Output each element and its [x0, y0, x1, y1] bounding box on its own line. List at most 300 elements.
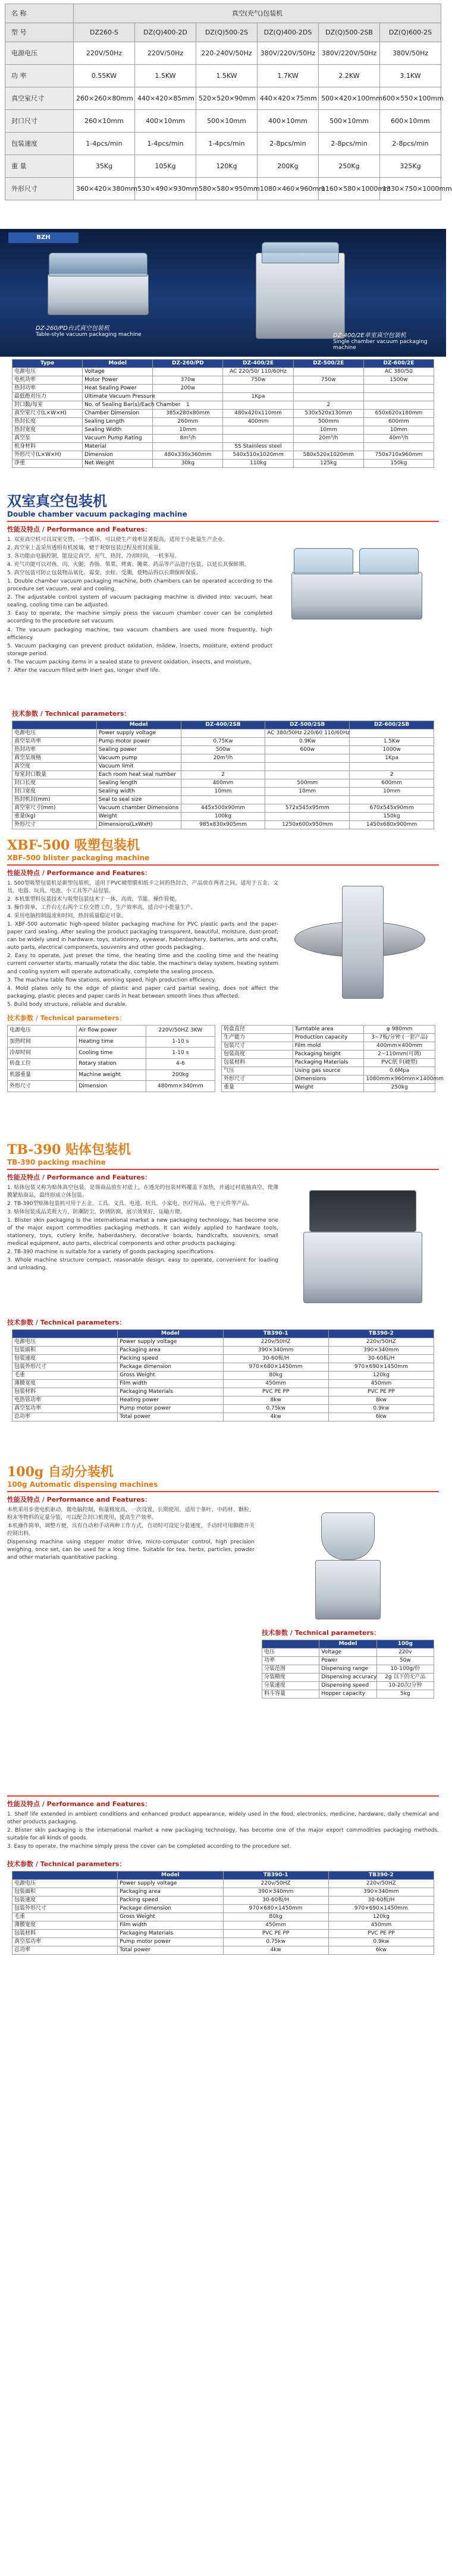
machine-base — [303, 1232, 422, 1303]
table-cell: 380V/50Hz — [380, 42, 441, 65]
xbf-machine-image — [285, 880, 434, 1011]
spec-cell: 220v — [376, 1649, 434, 1657]
table-cell: DZ(Q)500-2SB — [319, 23, 380, 42]
spec-row — [222, 1075, 435, 1084]
table-header-label: 名 称 — [5, 4, 74, 23]
banner-left-caption: DZ-260/PD台式真空包装机 — [36, 325, 109, 332]
paragraph: 4. Mold plates only to the edge of plastic and paper card partial sealing, does not affect the packaging, plastic pieces and paper cards in heat between smooth lines thus affected. — [7, 985, 278, 999]
paragraph: 2. TB-390 machine is suitable for a variety of goods packaging specifications. — [7, 1249, 215, 1256]
spec-cell: Dispensing speed — [319, 1682, 376, 1690]
table-cell: 200Kg — [258, 155, 319, 178]
spec-cell: 10mm — [153, 426, 223, 435]
table-cell: 260×260×80mm — [74, 87, 135, 110]
spec-cell: 8kw — [223, 1396, 328, 1405]
spec-row — [12, 1396, 434, 1405]
last-tech-heading: 技术参数 / Technical parameters： — [7, 1860, 126, 1869]
spec-cell: 1000w — [350, 746, 434, 754]
spec-row — [12, 1930, 434, 1938]
spec-cell: AC 220/50/ 110/60Hz — [223, 368, 293, 376]
spec-cell: 500mm — [293, 418, 363, 426]
spec-cell: 970×680×1450mm — [223, 1363, 328, 1372]
paragraph: 1. XBF-500 automatic high-speed blister packaging machine for PVC plastic parts and the paper-paper card sealing. After sealing the product packaging transparent, beautiful, moisture, dust-proof; can be widely used in hardware, toys, stationery, eyewear, haberdashery, batteries, arts and crafts, auto parts, electrical components, souvenirs and other goods packaging. — [7, 921, 278, 951]
spec-cell: 包装外形尺寸 — [12, 1363, 118, 1372]
table-cell: 1-4pcs/min — [74, 133, 135, 155]
spec-cell — [153, 368, 223, 376]
spec-row — [262, 1674, 434, 1682]
row-label: 功 率 — [5, 65, 74, 87]
spec-row — [12, 821, 434, 829]
hopper — [321, 1512, 375, 1560]
spec-row — [262, 1682, 434, 1690]
table-cell: 500×420×100mm — [319, 87, 380, 110]
spec-header-cell — [12, 1872, 118, 1880]
double-spec-section — [0, 706, 446, 831]
spec-cell: 外形尺寸 — [12, 821, 97, 829]
spec-cell: Pump motor power — [118, 1938, 223, 1946]
spec-cell: 最低绝对压力 — [12, 393, 83, 401]
table-cell: 35Kg — [74, 155, 135, 178]
spec-cell: Package dimension — [118, 1363, 223, 1372]
paragraph: 4. The vacuum packaging machine, two vacuum chambers are used more frequently, high efficiency. — [7, 627, 272, 641]
spec-row — [12, 1905, 434, 1913]
table-cell: DZ(Q)500-2S — [196, 23, 258, 42]
spec-cell: 0.6Mpa — [364, 1067, 435, 1075]
spec-header-cell: DZ-600/2E — [363, 360, 434, 368]
spec-cell: PVC PE PP — [223, 1388, 328, 1396]
table-vacuum-machine-image — [48, 273, 149, 315]
table-cell: 1330×750×1000mm — [380, 178, 441, 200]
spec-cell: 500w — [181, 746, 265, 754]
spec-header-cell: Model — [83, 360, 153, 368]
paragraph: 2. Easy to operate, just preset the time, the heating time and the cooling time and the heating current converter starts, manually rotate the disc table, the machine's delay system, heating system and cooling system will operate automatically, complete the sealing process. — [7, 953, 278, 975]
spec-row — [12, 1405, 434, 1413]
spec-cell — [363, 385, 434, 393]
spec-row — [12, 1896, 434, 1905]
spec-cell: 150kg — [350, 813, 434, 821]
spec-row — [12, 1913, 434, 1921]
spec-cell: 480x330x360mm — [153, 451, 223, 460]
xbf-tech-heading: 技术参数 / Technical parameters： — [7, 1014, 126, 1022]
spec-cell: 电源电压 — [12, 729, 97, 738]
table-cell: 500×10mm — [319, 110, 380, 133]
spec-row — [8, 1026, 215, 1037]
machine-body — [291, 572, 422, 619]
spec-header-cell: TB390-1 — [223, 1872, 328, 1880]
paragraph: 1. 双室真空机可以双室交替，一个循环，可以使生产效率显著提高，适用于小批量生产企业。 — [7, 537, 228, 543]
spec-cell: Voltage — [319, 1649, 376, 1657]
spec-cell: AC 380/50 — [363, 368, 434, 376]
spec-cell: Sealing width — [96, 788, 181, 796]
tb390-spec-table — [12, 1329, 434, 1421]
spec-cell: 220v/50HZ — [223, 1880, 328, 1888]
spec-cell: 重量(kg) — [12, 813, 97, 821]
disp-spec-table — [262, 1640, 434, 1699]
spec-cell: 真空泵功率 — [12, 1405, 118, 1413]
spec-cell: 1 — [153, 401, 223, 410]
spec-cell: Packaging area — [118, 1347, 223, 1355]
spec-cell — [293, 385, 363, 393]
table-cell: 1-4pcs/min — [196, 133, 258, 155]
spec-cell: 600w — [265, 746, 350, 754]
spec-cell: 650x620x180mm — [363, 410, 434, 418]
spec-cell: Power supply voltage — [118, 1338, 223, 1347]
table-cell: 580×580×950mm — [196, 178, 258, 200]
table-cell: DZ(Q)600-2S — [380, 23, 441, 42]
spec-header-cell — [262, 1640, 319, 1649]
spec-cell: 1080mm×960mm×1400mm — [364, 1075, 435, 1084]
double-perf-heading: 性能及特点 / Performance and Features： — [7, 526, 152, 533]
spec-cell: 8kw — [328, 1396, 434, 1405]
spec-cell: 1.5Kw — [350, 738, 434, 746]
spec-cell: 2~110mm(可调) — [364, 1050, 435, 1059]
spec-cell: 包装速度 — [12, 1355, 118, 1363]
spec-cell: 2 — [293, 401, 363, 410]
spec-row — [12, 426, 434, 435]
spec-cell: 750x710x960mm — [363, 451, 434, 460]
spec-cell: 真空泵功率 — [12, 738, 97, 746]
spec-cell: 功率 — [262, 1657, 319, 1665]
spec-cell: Vacuum chamber Dimensions — [96, 804, 181, 813]
spec-cell — [363, 401, 434, 410]
spec-row — [12, 1388, 434, 1396]
spec-cell: 220V/50HZ 3KW — [146, 1026, 215, 1037]
table-cell: DZ(Q)400-2D — [135, 23, 196, 42]
banner-left-caption-en: Table-style vacuum packaging machine — [36, 332, 142, 338]
spec-cell: 净重 — [12, 460, 83, 468]
table-cell: 520×520×90mm — [196, 87, 258, 110]
spec-cell: Total power — [118, 1946, 223, 1955]
spec-cell: 电源电压 — [12, 1338, 118, 1347]
spec-row — [12, 1888, 434, 1896]
spec-cell: 985x830x905mm — [181, 821, 265, 829]
spec-row — [12, 763, 434, 771]
spec-cell: 外形尺寸 — [222, 1075, 293, 1084]
paragraph: 4. 充气功能可以对鱼、肉、火腿、香肠、果菜、烤禽、腌菜、药品等产品进行包装，以延长其保鲜期。 — [7, 562, 250, 568]
spec-cell: 热封长度 — [12, 418, 83, 426]
spec-cell: 970×690×1450mm — [328, 1363, 434, 1372]
tb390-perf-text — [0, 1184, 285, 1315]
last-perf-heading: 性能及特点 / Performance and Features： — [7, 1800, 152, 1808]
spec-cell: 970×690×1450mm — [328, 1905, 434, 1913]
spec-cell: 包装尺寸 — [222, 1042, 293, 1050]
xbf-title-band — [0, 831, 446, 854]
spec-row — [12, 401, 434, 410]
spec-row — [8, 1081, 215, 1092]
paragraph: 1. Double chamber vacuum packaging machine, both chambers can be operated according to the procedure set vacuum, seal and cooling. — [7, 578, 272, 593]
spec-cell: 0.75Kw — [181, 738, 265, 746]
spec-cell: 120kg — [328, 1372, 434, 1380]
row-label: 包装速度 — [5, 133, 74, 155]
spec-row — [12, 376, 434, 385]
spec-cell — [223, 401, 293, 410]
spec-cell: 10-20次/分钟 — [376, 1682, 434, 1690]
spec-cell: 530x520x130mm — [293, 410, 363, 418]
spec-cell: 封口长度 — [12, 779, 97, 788]
disp-title-band — [0, 1451, 446, 1480]
spec-row — [12, 1355, 434, 1363]
spec-cell: 20m³/h — [181, 754, 265, 763]
paragraph: 3. 操作简单，工作台左右两个工位交替工作，生产效率高，适合中小批量生产。 — [7, 905, 196, 911]
spec-row — [12, 1380, 434, 1388]
spec-cell: 真空泵 — [12, 435, 83, 443]
tb390-tech-heading: 技术参数 / Technical parameters： — [7, 1319, 126, 1326]
table-cell: 380V/220V/50Hz — [258, 42, 319, 65]
spec-cell: Rotary station — [77, 1058, 146, 1070]
table-cell: 400×10mm — [135, 110, 196, 133]
spec-table-1 — [12, 359, 434, 468]
spec-cell: Production capacity — [293, 1034, 364, 1042]
spec-cell: 4kw — [223, 1413, 328, 1421]
table-cell: 2-8pcs/min — [319, 133, 380, 155]
spec-header-cell: DZ-500/2SB — [265, 721, 350, 729]
spec-cell: 3~7板/分钟 (一套产品) — [364, 1034, 435, 1042]
spec-row — [12, 1372, 434, 1380]
spec-cell: 80kg — [223, 1913, 328, 1921]
spec-cell: Packing speed — [118, 1896, 223, 1905]
tb390-machine-image — [285, 1184, 434, 1315]
spec-cell: Packing speed — [118, 1355, 223, 1363]
table-header-title: 真空(充气)包装机 — [74, 4, 441, 23]
spec-cell: Dispensing range — [319, 1665, 376, 1674]
spec-cell: 外形尺寸(L×W×H) — [12, 451, 83, 460]
spec-cell: Dimensions — [293, 1075, 364, 1084]
spec-row — [8, 1036, 215, 1048]
double-spec-table — [12, 721, 434, 829]
spec-cell: 750w — [223, 376, 293, 385]
disp-perf-heading: 性能及特点 / Performance and Features： — [7, 1496, 152, 1504]
spec-cell: Sealing length — [96, 779, 181, 788]
spec-cell: 600mm — [350, 779, 434, 788]
spec-cell: Net Weight — [83, 460, 153, 468]
spec-cell: 1-10 s — [146, 1036, 215, 1048]
spec-cell: 390×340mm — [223, 1888, 328, 1896]
spec-cell: Turntable area — [293, 1026, 364, 1034]
paragraph: 4. 采用电脑控制温度和时间，热封质量稳定可靠。 — [7, 913, 127, 920]
spec-cell: 400mm×400mm — [364, 1042, 435, 1050]
paragraph: 2. Blister skin packaging is the international market a new packaging technology, has become one of the major export commodities packaging methods, suitable for all kinds of goods. — [7, 1828, 439, 1842]
paragraph: 2. The adjustable control system of vacuum packaging machine is divided into: vacuum, heat sealing, cooling time can be adjusted. — [7, 595, 272, 609]
spec-cell: 480x420x110mm — [223, 410, 293, 418]
spec-row — [12, 410, 434, 418]
spec-cell: No. of Sealing Bar(s)/Each Chamber — [83, 401, 153, 410]
spec-cell: Dimension — [83, 451, 153, 460]
spec-cell: 封口数/每室 — [12, 401, 83, 410]
table-row — [5, 110, 441, 133]
spec-cell: Weight — [293, 1084, 364, 1092]
spec-cell: 总功率 — [12, 1946, 118, 1955]
spec-cell: 5kg — [376, 1690, 434, 1699]
spec-header-cell: DZ-400/2SB — [181, 721, 265, 729]
spec-cell: 600mm — [363, 418, 434, 426]
paragraph: 1. 贴体包装又称为贴体真空包装，是将商品放在衬底上，在透光的包装材料覆盖下加热，并通过衬底抽真空，使薄膜紧贴商品，最终形成立体包装。 — [7, 1185, 278, 1199]
spec-cell: 500mm — [265, 779, 350, 788]
paragraph: 本机操作简单，调整方便，具有自动和手动两种工作方式，自动时可设定分装速度，手动时可用脚踏开关控制出料。 — [7, 1523, 255, 1537]
spec-cell: 电热管功率 — [12, 1396, 118, 1405]
spec-cell: 100kg — [181, 813, 265, 821]
spec-cell: 572x545x95mm — [265, 804, 350, 813]
spec-row — [12, 796, 434, 804]
spec-cell: 转盘直径 — [222, 1026, 293, 1034]
spec-cell: 6kw — [328, 1413, 434, 1421]
spec-row — [12, 738, 434, 746]
spec-header-cell — [12, 721, 97, 729]
spec-cell: 真空室尺寸(L×W×H) — [12, 410, 83, 418]
spec-cell: 外形尺寸 — [8, 1081, 77, 1092]
spec-row — [12, 771, 434, 779]
spec-cell: 热封功率 — [12, 746, 97, 754]
table-cell: DZ(Q)400-2DS — [258, 23, 319, 42]
spec-cell: 30-60板/H — [223, 1896, 328, 1905]
spec-header-cell: Model — [118, 1872, 223, 1880]
table-cell: 400×10mm — [258, 110, 319, 133]
spec-row — [12, 1946, 434, 1955]
paragraph: 3. Easy to operate, the machine simply press the vacuum chamber cover can be completed according to the procedure set vacuum. — [7, 611, 272, 625]
machine-lid-right — [359, 548, 419, 574]
machine-frame — [309, 1190, 416, 1232]
spec-cell: 0.9Kw — [265, 738, 350, 746]
spec-cell: 料斗容量 — [262, 1690, 319, 1699]
spec-cell: 450mm — [328, 1921, 434, 1930]
paragraph: 5. Build body structure, reliable and durable. — [7, 1001, 127, 1008]
paragraph: 3. Easy to operate, the machine simply press the cover can be completed according to the procedure set. — [7, 1844, 291, 1850]
spec-cell: 120kg — [328, 1913, 434, 1921]
spec-cell — [181, 729, 265, 738]
table-cell: 2-8pcs/min — [258, 133, 319, 155]
spec-cell: Film width — [118, 1380, 223, 1388]
spec-row — [12, 1363, 434, 1372]
spec-row — [12, 754, 434, 763]
spec-header-cell: Model — [319, 1640, 376, 1649]
table-cell: 600×550×100mm — [380, 87, 441, 110]
tb390-title: TB-390 贴体包装机 — [7, 1142, 131, 1158]
spec-cell: Pump motor power — [118, 1405, 223, 1413]
spec-cell: 电源电压 — [12, 1880, 118, 1888]
spec-row — [12, 1921, 434, 1930]
spec-cell: Cooling time — [77, 1048, 146, 1059]
spec-cell: 10mm — [181, 788, 265, 796]
spec-cell: 真空泵规格 — [12, 754, 97, 763]
table-cell: 120Kg — [196, 155, 258, 178]
spec-cell: 750w — [293, 376, 363, 385]
spec-cell: Hopper capacity — [319, 1690, 376, 1699]
spec-cell: 200w — [153, 385, 223, 393]
spec-cell: Package dimension — [118, 1905, 223, 1913]
spec-header-cell: Model — [118, 1330, 223, 1338]
spec-cell: 10mm — [265, 788, 350, 796]
spec-cell: Power — [319, 1657, 376, 1665]
spec-header-cell: TB390-2 — [328, 1872, 434, 1880]
spec-cell: Gross Weight — [118, 1913, 223, 1921]
spec-row — [12, 393, 434, 401]
spec-cell: 220v/50HZ — [328, 1338, 434, 1347]
spec-cell: Weight — [96, 813, 181, 821]
table-header-row — [5, 4, 441, 23]
tb390-section — [0, 1136, 446, 1451]
spec-row — [12, 779, 434, 788]
spec-cell: 400mm — [181, 779, 265, 788]
spec-cell: Heating power — [118, 1396, 223, 1405]
spec-cell — [363, 393, 434, 401]
spec-header-cell: Model — [96, 721, 181, 729]
spec-cell: 真空度 — [12, 763, 97, 771]
spec-row — [12, 804, 434, 813]
spec-cell: 包装速度 — [12, 1896, 118, 1905]
last-spec-table — [12, 1871, 434, 1955]
disp-machine-image — [262, 1506, 434, 1625]
spec-cell: 1500w — [363, 376, 434, 385]
spec-cell: 200kg — [146, 1070, 215, 1081]
machine-column — [342, 886, 384, 999]
tb390-subtitle: TB-390 packing machine — [7, 1158, 106, 1166]
spec-header-cell — [12, 1330, 118, 1338]
spec-cell: 80kg — [223, 1372, 328, 1380]
spec-cell — [181, 763, 265, 771]
dispensing-section — [0, 1451, 446, 1784]
row-label: 外形尺寸 — [5, 178, 74, 200]
row-label: 重 量 — [5, 155, 74, 178]
paragraph: 3. Whole machine structure compact, reasonable design, easy to operate, convenient for loading and unloading. — [7, 1257, 278, 1272]
single-chamber-machine-lid — [262, 242, 339, 263]
spec-row — [222, 1059, 435, 1067]
spec-cell: 390×340mm — [223, 1347, 328, 1355]
spec-cell: AC 380/50Hz 220/60 110/60Hz — [265, 729, 350, 738]
table-cell: 380V/220V/50Hz — [319, 42, 380, 65]
spec-row — [12, 368, 434, 376]
table-cell: 220V/50Hz — [74, 42, 135, 65]
spec-cell — [153, 393, 223, 401]
spec-cell: Packaging Materials — [118, 1930, 223, 1938]
spec-row — [12, 451, 434, 460]
table-cell: 1080×460×960mm — [258, 178, 319, 200]
spec-row — [12, 385, 434, 393]
spec-cell — [265, 763, 350, 771]
spec-row — [262, 1665, 434, 1674]
paragraph: 1. 500型吸塑包装机是新型包装机，适用于PVC硬塑膜和纸卡之间的热封合，产品放在两者之间，适用于五金、文具、电器、玩具、电池、小工具等产品包装。 — [7, 880, 278, 895]
table-cell: 3.1KW — [380, 65, 441, 87]
paragraph: 6. The vacuum packing items in a sealed state to prevent oxidation, insects, and moisture. — [7, 659, 251, 665]
spec-cell: 生产能力 — [222, 1034, 293, 1042]
spec-cell: 20m³/h — [293, 435, 363, 443]
spec-row — [222, 1084, 435, 1092]
spec-cell: 包装外形尺寸 — [12, 1905, 118, 1913]
brand-logo: BZH — [8, 232, 79, 243]
spec-cell: 包装材料 — [222, 1059, 293, 1067]
xbf-spec-left — [7, 1025, 215, 1092]
spec-cell: 分装范围 — [262, 1665, 319, 1674]
table-cell: 600×10mm — [380, 110, 441, 133]
spec-cell: Power supply voltage — [96, 729, 181, 738]
spec-cell: Motor Power — [83, 376, 153, 385]
spec-row — [262, 1690, 434, 1699]
spec-row — [12, 435, 434, 443]
comparison-section — [0, 0, 452, 229]
spec-cell: 30-60板/H — [328, 1355, 434, 1363]
spec-cell — [265, 754, 350, 763]
spec-header-cell: DZ-500/2E — [293, 360, 363, 368]
double-tech-heading: 技术参数 / Technical parameters： — [12, 710, 131, 718]
disp-tech-heading: 技术参数 / Technical parameters： — [262, 1629, 381, 1637]
table-cell: 530×490×930mm — [135, 178, 196, 200]
spec-cell: Chamber Dimension — [83, 410, 153, 418]
spec-cell — [293, 443, 363, 451]
table-cell: 105Kg — [135, 155, 196, 178]
spec-cell: 包装面积 — [12, 1888, 118, 1896]
spec-row — [12, 443, 434, 451]
spec-cell: Film width — [118, 1921, 223, 1930]
spec-cell: 10mm — [293, 426, 363, 435]
spec-cell: Using gas source — [293, 1067, 364, 1075]
spec-cell: Vacuum Pump Rating — [83, 435, 153, 443]
